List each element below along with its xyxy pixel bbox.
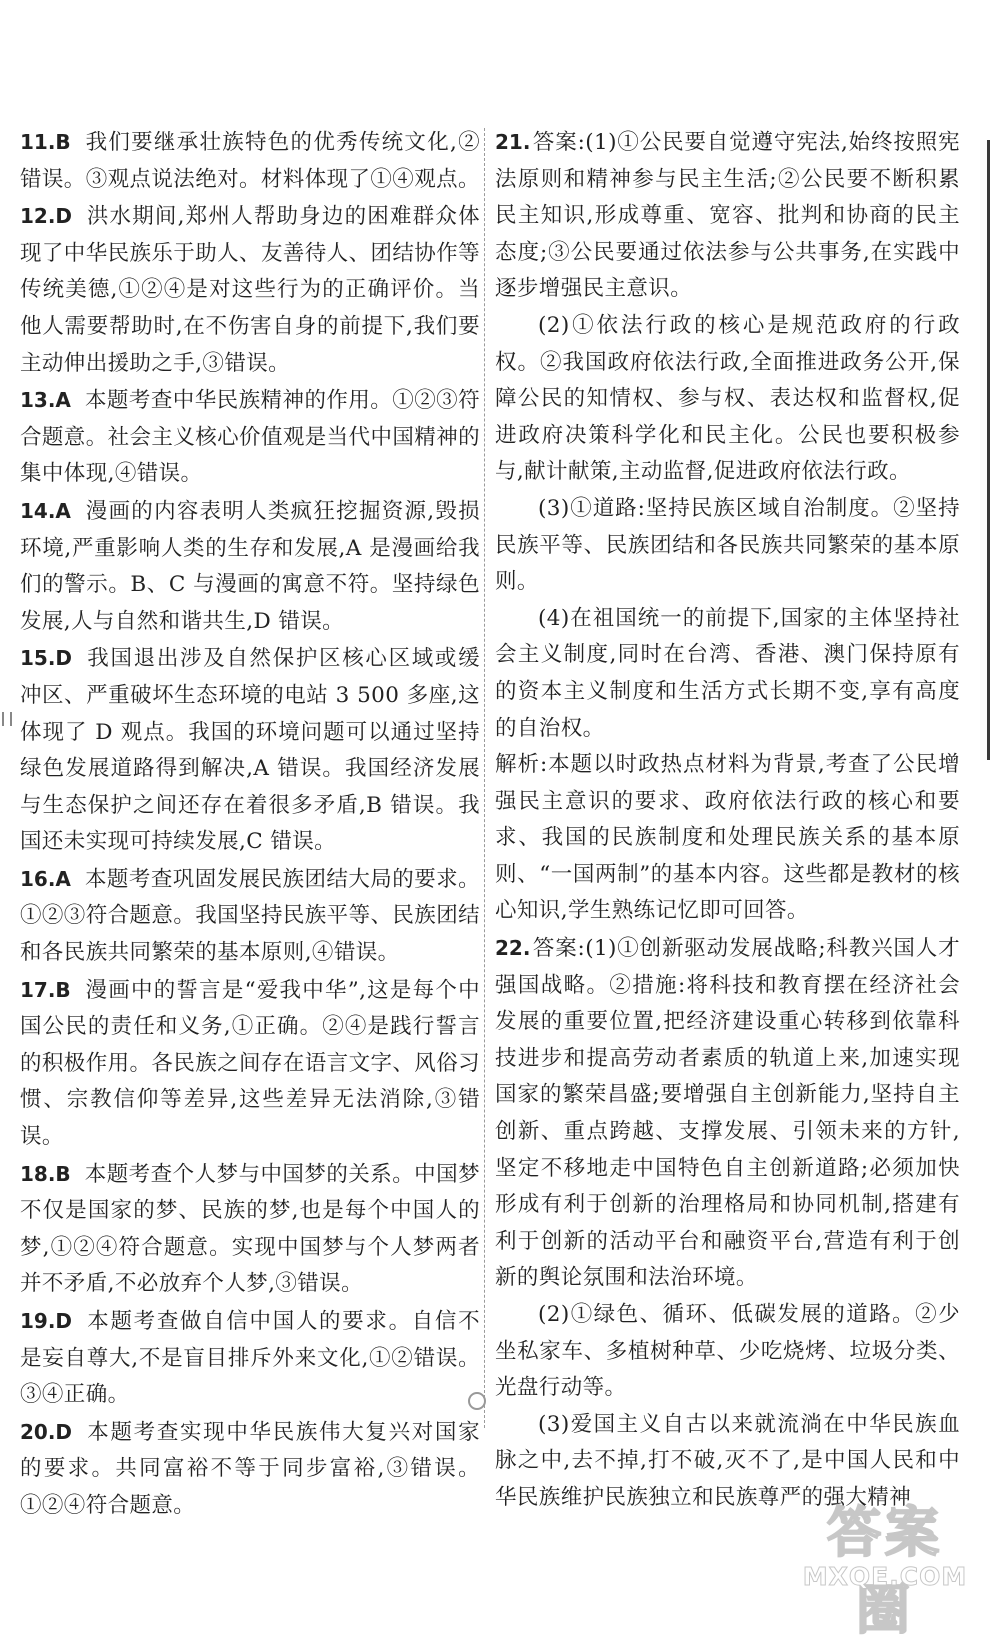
answer-text: 我们要继承壮族特色的优秀传统文化,②错误。③观点说法绝对。材料体现了①④观点。 xyxy=(20,130,480,192)
question-number: 16.A xyxy=(20,866,71,891)
margin-mark-icon xyxy=(2,712,12,726)
analysis-paragraph xyxy=(495,747,960,930)
answer-paragraph xyxy=(495,491,960,601)
answer-paragraph xyxy=(495,1297,960,1407)
answer-text: 解析:本题以时政热点材料为背景,考查了公民增强民主意识的要求、政府依法行政的核心和要求、我国的民族制度和处理民族关系的基本原则、“一国两制”的基本内容。这些都是教材的核心知识,学生熟练记忆即可回答。 xyxy=(495,752,960,924)
answer-text: 答案:(1)①创新驱动发展战略;科教兴国人才强国战略。②措施:将科技和教育摆在经济社会发展的重要位置,把经济建设重心转移到依靠科技进步和提高劳动者素质的轨道上来,加速实现国家的繁荣昌盛;要增强自主创新能力,坚持自主创新、重点跨越、支撑发展、引领未来的方针,坚定不移地走中国特色自主创新道路;必须加快形成有利于创新的治理格局和协同机制,搭建有利于创新的活动平台和融资平台,营造有利于创新的舆论氛围和法治环境。 xyxy=(495,936,960,1291)
answer-text: 本题考查个人梦与中国梦的关系。中国梦不仅是国家的梦、民族的梦,也是每个中国人的梦,①②④符合题意。实现中国梦与个人梦两者并不矛盾,不必放弃个人梦,③错误。 xyxy=(20,1161,480,1297)
question-number: 17.B xyxy=(20,977,71,1002)
question-number: 20.D xyxy=(20,1419,73,1444)
question-number: 22. xyxy=(495,936,531,961)
answer-text: 本题考查巩固发展民族团结大局的要求。①②③符合题意。我国坚持民族平等、民族团结和各民族共同繁荣的基本原则,④错误。 xyxy=(20,866,480,966)
answer-item xyxy=(20,1303,480,1414)
question-number: 13.A xyxy=(20,388,71,413)
answer-text: (2)①绿色、循环、低碳发展的道路。②少坐私家车、多植树种草、少吃烧烤、垃圾分类、光盘行动等。 xyxy=(495,1302,960,1401)
binding-edge xyxy=(987,140,990,760)
left-column xyxy=(20,124,480,1525)
answer-text: 答案:(1)①公民要自觉遵守宪法,始终按照宪法原则和精神参与民主生活;②公民要不断积累民主知识,形成尊重、宽容、批判和协商的民主态度;③公民要通过依法参与公共事务,在实践中逐步增强民主意识。 xyxy=(495,130,960,302)
answer-item xyxy=(20,124,480,198)
answer-item xyxy=(20,493,480,640)
answer-text: (3)爱国主义自古以来就流淌在中华民族血脉之中,去不掉,打不破,灭不了,是中国人民和中华民族维护民族独立和民族尊严的强大精神 xyxy=(495,1411,960,1510)
answer-item xyxy=(20,1414,480,1525)
question-number: 15.D xyxy=(20,646,73,671)
question-number: 19.D xyxy=(20,1309,73,1333)
question-number: 11.B xyxy=(20,130,71,154)
watermark-en: MXQE.COM xyxy=(802,1562,968,1591)
answer-paragraph xyxy=(495,308,960,491)
answer-item xyxy=(20,382,480,493)
right-column xyxy=(495,124,960,1517)
answer-item xyxy=(20,861,480,972)
answer-text: 本题考查做自信中国人的要求。自信不是妄自尊大,不是盲目排斥外来文化,①②错误。③④正确。 xyxy=(20,1309,480,1408)
answer-text: 我国退出涉及自然保护区核心区域或缓冲区、严重破坏生态环境的电站 3 500 多座,这体现了 D 观点。我国的环境问题可以通过坚持绿色发展道路得到解决,A 错误。我国经济发展与生态保护之间还存在着很多矛盾,B 错误。我国还未实现可持续发展,C 错误。 xyxy=(20,646,480,855)
question-number: 21. xyxy=(495,130,531,154)
answer-item xyxy=(495,124,960,308)
answer-text: (4)在祖国统一的前提下,国家的主体坚持社会主义制度,同时在台湾、香港、澳门保持原有的资本主义制度和生活方式长期不变,享有高度的自治权。 xyxy=(495,605,960,741)
page-seal-icon xyxy=(468,1392,486,1410)
answer-item xyxy=(20,1156,480,1303)
answer-text: 本题考查中华民族精神的作用。①②③符合题意。社会主义核心价值观是当代中国精神的集中体现,④错误。 xyxy=(20,388,480,487)
answer-item xyxy=(495,930,960,1297)
question-number: 14.A xyxy=(20,498,71,523)
answer-text: 漫画中的誓言是“爱我中华”,这是每个中国公民的责任和义务,①正确。②④是践行誓言的积极作用。各民族之间存在语言文字、风俗习惯、宗教信仰等差异,这些差异无法消除,③错误。 xyxy=(20,977,480,1150)
answer-text: (3)①道路:坚持民族区域自治制度。②坚持民族平等、民族团结和各民族共同繁荣的基本原则。 xyxy=(495,495,960,595)
answer-paragraph xyxy=(495,601,960,747)
answer-text: (2)①依法行政的核心是规范政府的行政权。②我国政府依法行政,全面推进政务公开,保障公民的知情权、参与权、表达权和监督权,促进政府决策科学化和民主化。公民也要积极参与,献计献策,主动监督,促进政府依法行政。 xyxy=(495,312,960,485)
answer-item xyxy=(20,972,480,1156)
watermark-cn: 答案圈 xyxy=(827,1501,943,1641)
question-number: 18.B xyxy=(20,1161,71,1186)
answer-text: 本题考查实现中华民族伟大复兴对国家的要求。共同富裕不等于同步富裕,③错误。①②④符合题意。 xyxy=(20,1419,480,1518)
answer-text: 洪水期间,郑州人帮助身边的困难群众体现了中华民族乐于助人、友善待人、团结协作等传统美德,①②④是对这些行为的正确评价。当他人需要帮助时,在不伤害自身的前提下,我们要主动伸出援助之手,③错误。 xyxy=(20,204,480,376)
column-divider xyxy=(484,128,486,1428)
question-number: 12.D xyxy=(20,204,73,229)
answer-item xyxy=(20,198,480,382)
answer-item xyxy=(20,640,480,861)
answer-text: 漫画的内容表明人类疯狂挖掘资源,毁损环境,严重影响人类的生存和发展,A 是漫画给我们的警示。B、C 与漫画的寓意不符。坚持绿色发展,人与自然和谐共生,D 错误。 xyxy=(20,498,480,634)
watermark-logo xyxy=(800,1484,970,1641)
